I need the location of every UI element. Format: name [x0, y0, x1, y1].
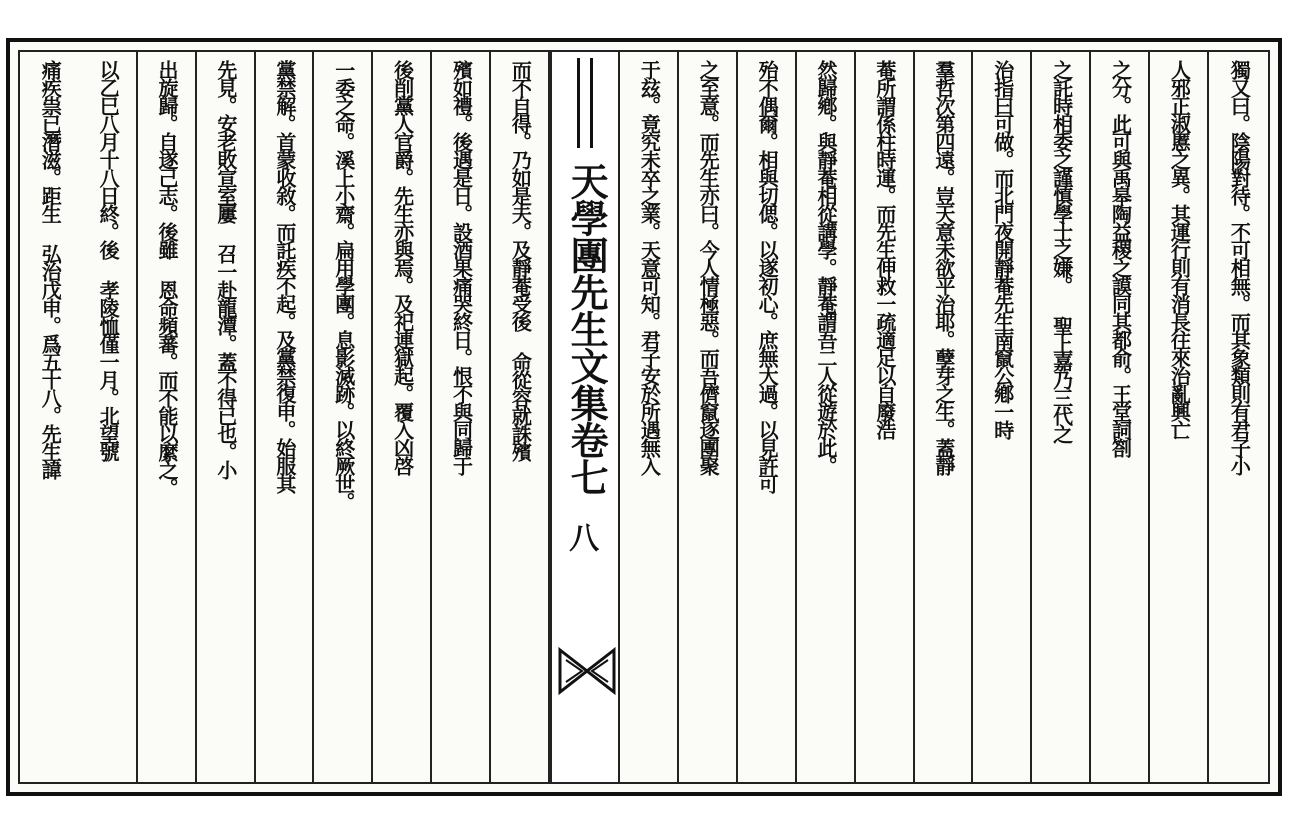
center-fold-column: [550, 52, 620, 782]
column-text: 出旋歸。自遂己志。後雖 恩命頻蕃。而不能以縻之。: [155, 60, 180, 496]
column-text: 一委之命。溪上小齋。扁用學團。息影滅跡。以終厥世。: [331, 60, 356, 510]
text-column: [974, 52, 1033, 782]
text-column: [197, 52, 256, 782]
fold-top-lines: [552, 58, 618, 148]
text-column: [738, 52, 797, 782]
text-column: [1032, 52, 1091, 782]
column-text: 羣哲次第四遠。豈天意未欲平治耶。孽芽之生。蓋靜: [931, 60, 956, 474]
text-column: [432, 52, 491, 782]
page-number: 八: [563, 522, 599, 552]
column-text: 殯如禮。後遇是日。設酒果痛哭終日。恨不與同歸于: [449, 60, 474, 474]
text-frame: [18, 50, 1270, 784]
text-column: [79, 52, 138, 782]
text-column: [138, 52, 197, 782]
text-column: [20, 52, 79, 782]
text-column: [679, 52, 738, 782]
text-column: [1091, 52, 1150, 782]
text-column: [797, 52, 856, 782]
column-text: 痛疾祟已潛滋。距生 弘治戊申。爲五十八。先生諱: [38, 60, 63, 478]
text-column: [856, 52, 915, 782]
column-text: 後削黨人官爵。先生亦與焉。及祀連獄起。覆入凶啓: [390, 60, 415, 474]
column-text: 獨又曰。陰陽對待。不可相無。而其象類則有君子小: [1227, 60, 1252, 474]
fishtail-ornament-icon: [558, 642, 616, 700]
column-text: 之至意。而先生亦曰。今人情極惡。而吾儕竄逐團聚: [696, 60, 721, 474]
column-text: 以乙巳八月十八日終。後 孝陵恤僅一月。北望號: [96, 60, 121, 460]
column-text: 黨禁解。首蒙收敘。而託疾不起。及黨禁復申。始服其: [272, 60, 297, 492]
text-column: [1209, 52, 1268, 782]
column-text: 先見。安老敗宣室屢 召一赴龍潭。蓋不得已也。小: [213, 60, 238, 478]
running-title: 天學團先生文集卷七: [564, 162, 610, 495]
column-text: 之分。此可與禹皋陶益稷之謨同其都俞。王堂詞劄: [1108, 60, 1133, 456]
column-text: 于玆。竟究未卒之業。天意可知。君子安於所遇無入: [637, 60, 662, 474]
column-text: 之託時相委之謹慎學士之嫌。 聖上嘉乃三代之: [1049, 60, 1074, 442]
column-text: 而不自得。乃如是夫。及靜菴受後 命從容就誅殯: [508, 60, 533, 460]
column-text: 人邪正淑慝之異。其運行則有消長往來治亂興亡: [1167, 60, 1192, 438]
text-column: [620, 52, 679, 782]
column-text: 殆不偶爾。相與切偲。以遂初心。庶無大過。以見許可: [755, 60, 780, 492]
text-column: [915, 52, 974, 782]
column-text: 然歸鄕。與靜菴相從講學。靜菴謂吾二人從遊於此。: [814, 60, 839, 474]
column-text: 治指曰可做。而北門夜開靜菴先生南竄公鄕一時: [990, 60, 1015, 438]
text-column: [491, 52, 550, 782]
text-column: [373, 52, 432, 782]
book-page: [6, 38, 1282, 796]
text-column: [1150, 52, 1209, 782]
text-column: [315, 52, 374, 782]
text-column: [256, 52, 315, 782]
column-text: 菴所謂係柱時運。而先生伸救一疏適足以自廢浩: [872, 60, 897, 438]
